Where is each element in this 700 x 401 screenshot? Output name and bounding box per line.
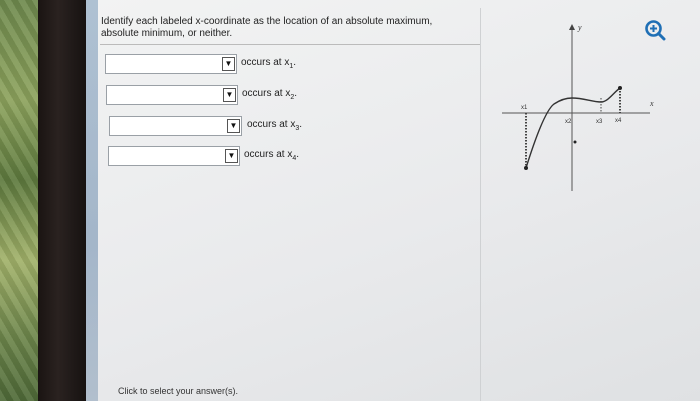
- y-axis-label: y: [578, 23, 582, 32]
- x-axis-label: x: [650, 99, 654, 108]
- label-x4: x4: [615, 118, 622, 124]
- y-axis-arrow: [569, 24, 575, 30]
- monitor-bezel: [38, 0, 88, 401]
- function-graph: [502, 16, 662, 196]
- question-text: Identify each labeled x-coordinate as the location of an absolute maximum, absolute minimum, or neither.: [101, 16, 433, 39]
- answer-select-3[interactable]: [109, 116, 242, 136]
- question-panel: [86, 0, 700, 401]
- triangle-down-icon[interactable]: ▼: [225, 149, 238, 163]
- answer-row-1: [105, 54, 335, 74]
- label-x2: x2: [565, 119, 572, 125]
- left-endpoint: [524, 166, 528, 170]
- answer-select-2[interactable]: [106, 85, 238, 105]
- answer-row-2: [106, 85, 336, 105]
- label-x1: x1: [521, 105, 528, 111]
- triangle-down-icon[interactable]: ▼: [223, 88, 236, 102]
- right-endpoint: [618, 86, 622, 90]
- label-x3: x3: [596, 119, 603, 125]
- background-plant: [0, 0, 40, 401]
- answer-label-3: occurs at $x_3$.: [247, 119, 303, 132]
- panel-divider: [480, 8, 481, 401]
- answer-label-1: occurs at $x_1$.: [241, 57, 297, 70]
- answer-select-1[interactable]: [105, 54, 237, 74]
- answer-row-4: [108, 146, 343, 166]
- answer-select-4[interactable]: [108, 146, 240, 166]
- answer-label-2: occurs at $x_2$.: [242, 88, 298, 101]
- triangle-down-icon[interactable]: ▼: [227, 119, 240, 133]
- isolated-point: [574, 141, 577, 144]
- function-curve: [526, 88, 620, 168]
- instruction-footer: Click to select your answer(s).: [118, 386, 239, 396]
- answer-row-3: [109, 116, 344, 136]
- triangle-down-icon[interactable]: ▼: [222, 57, 235, 71]
- divider: [100, 44, 480, 45]
- answer-label-4: occurs at $x_4$.: [244, 149, 300, 162]
